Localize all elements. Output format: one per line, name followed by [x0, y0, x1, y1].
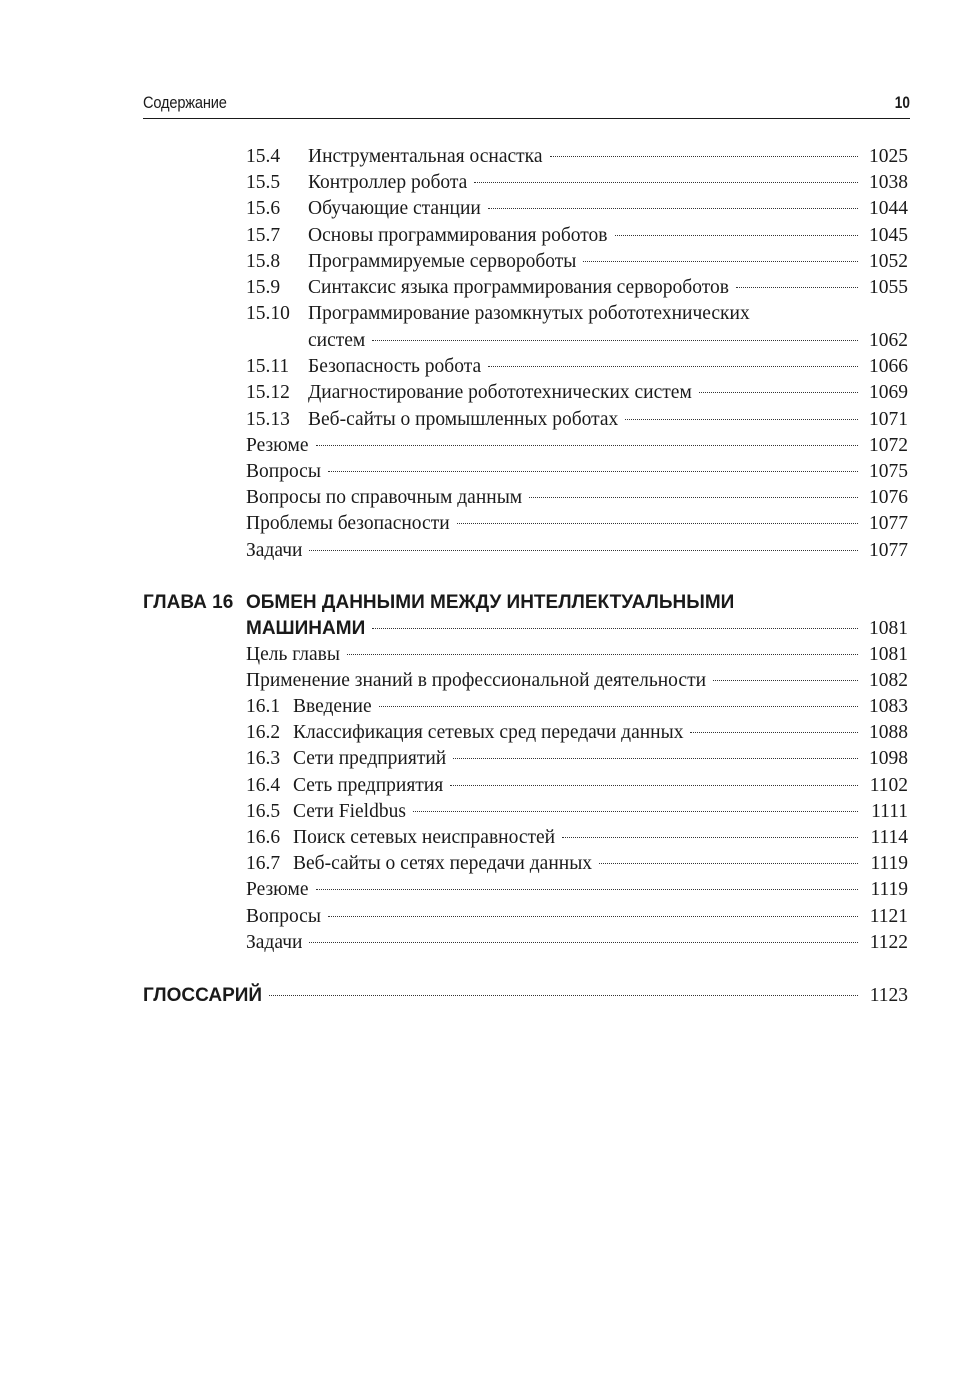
section-title: Обучающие станции: [308, 198, 481, 219]
dot-leader: [457, 523, 858, 524]
section-title: Сети предприятий: [293, 748, 447, 769]
toc-entry-16-questions: [246, 904, 908, 930]
dot-leader: [615, 235, 858, 236]
section-number: 16.2: [246, 722, 281, 743]
section-title: Диагностирование робототехнических систем: [308, 382, 692, 403]
section-number: 15.13: [246, 409, 290, 430]
page-ref: 1062: [869, 330, 908, 351]
toc-entry-16-1: [246, 694, 908, 720]
toc-entry-16-application: [246, 668, 908, 694]
page-ref: 1098: [869, 748, 908, 769]
page-ref: 1038: [869, 172, 908, 193]
toc-entry-15-12: [246, 380, 908, 406]
toc-entry-16-6: [246, 825, 908, 851]
dot-leader: [736, 287, 858, 288]
glossary-title: ГЛОССАРИЙ: [143, 985, 263, 1006]
entry-title: Резюме: [246, 435, 309, 456]
page-ref: 1081: [869, 618, 908, 639]
section-title: Контроллер робота: [308, 172, 468, 193]
section-title: Поиск сетевых неисправностей: [293, 827, 556, 848]
toc-entry-16-2: [246, 720, 908, 746]
toc-entry-16-tasks: [246, 930, 908, 956]
toc-entry-16-7: [246, 851, 908, 877]
toc-entry-16-goal: [246, 642, 908, 668]
chapter-title: ОБМЕН ДАННЫМИ МЕЖДУ ИНТЕЛЛЕКТУАЛЬНЫМИ: [246, 592, 735, 613]
toc-entry-15-tasks: [246, 538, 908, 564]
section-number: 15.5: [246, 172, 281, 193]
toc-entry-15-summary: [246, 433, 908, 459]
section-title: Основы программирования роботов: [308, 225, 608, 246]
chapter-16-heading-line2: [246, 616, 908, 642]
toc-entry-15-13: [246, 407, 908, 433]
toc-entry-16-summary: [246, 877, 908, 903]
page-ref: 1081: [869, 644, 908, 665]
page-ref: 1077: [869, 513, 908, 534]
page-ref: 1044: [869, 198, 908, 219]
page-ref: 1045: [869, 225, 908, 246]
toc-entry-15-7: [246, 223, 908, 249]
toc-entry-15-8: [246, 249, 908, 275]
entry-title: Резюме: [246, 879, 309, 900]
section-number: 16.6: [246, 827, 281, 848]
dot-leader: [309, 942, 858, 943]
dot-leader: [316, 445, 859, 446]
page-ref: 1066: [869, 356, 908, 377]
entry-title: Вопросы по справочным данным: [246, 487, 523, 508]
section-title: Программируемые сервороботы: [308, 251, 577, 272]
entry-title: Проблемы безопасности: [246, 513, 450, 534]
dot-leader: [316, 889, 859, 890]
entry-title: Цель главы: [246, 644, 340, 665]
section-number: 16.5: [246, 801, 281, 822]
toc-entry-15-questions: [246, 459, 908, 485]
dot-leader: [474, 182, 858, 183]
page-ref: 1114: [870, 827, 908, 848]
toc-entry-15-4: [246, 144, 908, 170]
page-ref: 1071: [869, 409, 908, 430]
dot-leader: [269, 995, 858, 996]
dot-leader: [450, 785, 858, 786]
section-title: Классификация сетевых сред передачи данных: [293, 722, 684, 743]
page-ref: 1025: [869, 146, 908, 167]
section-number: 16.7: [246, 853, 281, 874]
toc-entry-16-5: [246, 799, 908, 825]
entry-title: Задачи: [246, 540, 303, 561]
section-title: Сети Fieldbus: [293, 801, 406, 822]
chapter-title-continued: МАШИНАМИ: [246, 618, 366, 639]
chapter-label: ГЛАВА 16: [143, 592, 234, 613]
dot-leader: [372, 628, 858, 629]
toc-entry-glossary: [143, 983, 908, 1009]
page-ref: 1122: [869, 932, 908, 953]
section-number: 15.8: [246, 251, 281, 272]
section-number: 15.7: [246, 225, 281, 246]
toc-entry-16-3: [246, 746, 908, 772]
toc-entry-15-6: [246, 196, 908, 222]
section-title: Инструментальная оснастка: [308, 146, 543, 167]
page-ref: 1121: [869, 906, 908, 927]
section-number: 15.12: [246, 382, 290, 403]
toc-entry-15-10-line1: [246, 301, 750, 327]
section-title: Синтаксис языка программирования сервороботов: [308, 277, 729, 298]
page-ref: 1119: [870, 879, 908, 900]
toc-entry-15-9: [246, 275, 908, 301]
section-title: Веб-сайты о сетях передачи данных: [293, 853, 593, 874]
dot-leader: [347, 654, 858, 655]
section-number: 16.3: [246, 748, 281, 769]
toc-entry-16-4: [246, 773, 908, 799]
page-ref: 1102: [869, 775, 908, 796]
entry-title: Применение знаний в профессиональной деятельности: [246, 670, 707, 691]
section-number: 15.6: [246, 198, 281, 219]
dot-leader: [453, 758, 858, 759]
page-ref: 1055: [869, 277, 908, 298]
page-ref: 1123: [869, 985, 908, 1006]
page-ref: 1088: [869, 722, 908, 743]
chapter-16-heading: [143, 590, 734, 616]
dot-leader: [599, 863, 858, 864]
page-ref: 1076: [869, 487, 908, 508]
section-number: 15.4: [246, 146, 281, 167]
toc-entry-15-safety: [246, 511, 908, 537]
dot-leader: [529, 497, 858, 498]
page-ref: 1077: [869, 540, 908, 561]
dot-leader: [625, 419, 858, 420]
page-ref: 1111: [871, 801, 908, 822]
dot-leader: [488, 208, 858, 209]
dot-leader: [699, 392, 858, 393]
dot-leader: [309, 550, 858, 551]
dot-leader: [713, 680, 858, 681]
page-number: 10: [894, 93, 910, 112]
entry-title: Вопросы: [246, 906, 321, 927]
dot-leader: [550, 156, 859, 157]
section-title: Программирование разомкнутых робототехнических: [308, 303, 750, 324]
dot-leader: [690, 732, 858, 733]
running-header-title: Содержание: [143, 93, 227, 112]
section-number: 16.1: [246, 696, 281, 717]
section-number: 15.9: [246, 277, 281, 298]
dot-leader: [379, 706, 858, 707]
dot-leader: [488, 366, 858, 367]
toc-entry-15-5: [246, 170, 908, 196]
dot-leader: [583, 261, 858, 262]
entry-title: Задачи: [246, 932, 303, 953]
page-ref: 1082: [869, 670, 908, 691]
running-header: [143, 92, 910, 119]
page-ref: 1052: [869, 251, 908, 272]
section-number: 16.4: [246, 775, 281, 796]
dot-leader: [328, 471, 858, 472]
dot-leader: [328, 916, 858, 917]
section-title-continued: систем: [308, 330, 366, 351]
section-number: 15.10: [246, 303, 290, 324]
dot-leader: [413, 811, 858, 812]
page-ref: 1083: [869, 696, 908, 717]
section-title: Введение: [293, 696, 372, 717]
page-ref: 1069: [869, 382, 908, 403]
page-ref: 1075: [869, 461, 908, 482]
page-ref: 1119: [870, 853, 908, 874]
section-title: Сеть предприятия: [293, 775, 444, 796]
dot-leader: [562, 837, 858, 838]
toc-entry-15-11: [246, 354, 908, 380]
section-title: Безопасность робота: [308, 356, 482, 377]
page-ref: 1072: [869, 435, 908, 456]
dot-leader: [372, 340, 858, 341]
section-title: Веб-сайты о промышленных роботах: [308, 409, 619, 430]
toc-entry-15-10-line2: [308, 328, 908, 354]
toc-entry-15-ref-questions: [246, 485, 908, 511]
entry-title: Вопросы: [246, 461, 321, 482]
section-number: 15.11: [246, 356, 290, 377]
